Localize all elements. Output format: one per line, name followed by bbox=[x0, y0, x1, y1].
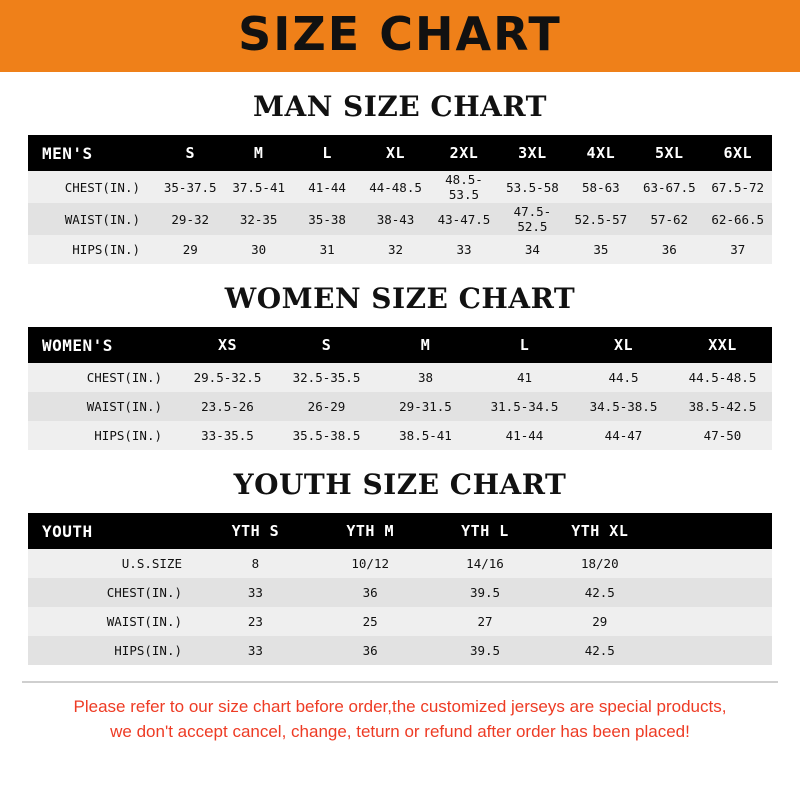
youth-cell-1-spacer bbox=[657, 578, 772, 607]
men-row-label-2: HIPS(IN.) bbox=[28, 235, 156, 264]
youth-row-label-3: HIPS(IN.) bbox=[28, 636, 198, 665]
men-table-head bbox=[28, 135, 772, 171]
men-lead-header: MEN'S bbox=[28, 135, 156, 171]
women-cell-0-2: 38 bbox=[376, 363, 475, 392]
youth-cell-2-0: 23 bbox=[198, 607, 313, 636]
table-row bbox=[28, 392, 772, 421]
youth-cell-0-1: 10/12 bbox=[313, 549, 428, 578]
youth-table-body bbox=[28, 549, 772, 665]
youth-cell-3-spacer bbox=[657, 636, 772, 665]
women-col-header-3: L bbox=[475, 327, 574, 363]
disclaimer-line-1: Please refer to our size chart before order,the customized jerseys are special products, bbox=[73, 697, 727, 716]
section-title-youth: YOUTH SIZE CHART bbox=[233, 468, 567, 501]
women-cell-2-3: 41-44 bbox=[475, 421, 574, 450]
men-cell-2-1: 30 bbox=[224, 235, 292, 264]
women-cell-0-5: 44.5-48.5 bbox=[673, 363, 772, 392]
youth-table-head bbox=[28, 513, 772, 549]
men-cell-2-5: 34 bbox=[498, 235, 566, 264]
men-cell-0-3: 44-48.5 bbox=[361, 171, 429, 203]
men-col-header-7: 5XL bbox=[635, 135, 703, 171]
youth-cell-1-3: 42.5 bbox=[542, 578, 657, 607]
men-col-header-1: M bbox=[224, 135, 292, 171]
table-row bbox=[28, 203, 772, 235]
men-cell-0-8: 67.5-72 bbox=[704, 171, 773, 203]
men-table-wrap bbox=[28, 135, 772, 264]
men-cell-0-0: 35-37.5 bbox=[156, 171, 224, 203]
table-row bbox=[28, 421, 772, 450]
men-table-body bbox=[28, 171, 772, 264]
youth-cell-3-1: 36 bbox=[313, 636, 428, 665]
men-cell-1-3: 38-43 bbox=[361, 203, 429, 235]
men-cell-1-2: 35-38 bbox=[293, 203, 361, 235]
women-cell-1-2: 29-31.5 bbox=[376, 392, 475, 421]
table-row bbox=[28, 171, 772, 203]
women-lead-header: WOMEN'S bbox=[28, 327, 178, 363]
table-row bbox=[28, 363, 772, 392]
youth-row-label-2: WAIST(IN.) bbox=[28, 607, 198, 636]
men-cell-2-4: 33 bbox=[430, 235, 498, 264]
men-col-header-5: 3XL bbox=[498, 135, 566, 171]
men-col-header-4: 2XL bbox=[430, 135, 498, 171]
youth-col-header-2: YTH L bbox=[428, 513, 543, 549]
men-row-label-1: WAIST(IN.) bbox=[28, 203, 156, 235]
women-cell-1-0: 23.5-26 bbox=[178, 392, 277, 421]
section-title-women: WOMEN SIZE CHART bbox=[224, 282, 576, 315]
disclaimer-note bbox=[22, 681, 778, 744]
women-col-header-0: XS bbox=[178, 327, 277, 363]
women-col-header-4: XL bbox=[574, 327, 673, 363]
women-cell-1-1: 26-29 bbox=[277, 392, 376, 421]
table-header-row bbox=[28, 327, 772, 363]
men-cell-1-8: 62-66.5 bbox=[704, 203, 773, 235]
women-col-header-5: XXL bbox=[673, 327, 772, 363]
men-col-header-8: 6XL bbox=[704, 135, 773, 171]
men-cell-0-5: 53.5-58 bbox=[498, 171, 566, 203]
men-size-table bbox=[28, 135, 772, 264]
men-cell-2-7: 36 bbox=[635, 235, 703, 264]
youth-cell-1-1: 36 bbox=[313, 578, 428, 607]
youth-col-header-3: YTH XL bbox=[542, 513, 657, 549]
men-cell-0-2: 41-44 bbox=[293, 171, 361, 203]
disclaimer-line-2: we don't accept cancel, change, teturn or refund after order has been placed! bbox=[110, 721, 690, 741]
women-cell-2-1: 35.5-38.5 bbox=[277, 421, 376, 450]
women-cell-1-5: 38.5-42.5 bbox=[673, 392, 772, 421]
table-header-row bbox=[28, 513, 772, 549]
table-row bbox=[28, 549, 772, 578]
men-row-label-0: CHEST(IN.) bbox=[28, 171, 156, 203]
women-cell-0-1: 32.5-35.5 bbox=[277, 363, 376, 392]
men-col-header-2: L bbox=[293, 135, 361, 171]
women-cell-0-3: 41 bbox=[475, 363, 574, 392]
women-cell-0-4: 44.5 bbox=[574, 363, 673, 392]
women-row-label-1: WAIST(IN.) bbox=[28, 392, 178, 421]
women-cell-2-5: 47-50 bbox=[673, 421, 772, 450]
table-row bbox=[28, 235, 772, 264]
table-header-row bbox=[28, 135, 772, 171]
women-cell-2-0: 33-35.5 bbox=[178, 421, 277, 450]
youth-cell-3-2: 39.5 bbox=[428, 636, 543, 665]
men-cell-2-2: 31 bbox=[293, 235, 361, 264]
men-col-header-3: XL bbox=[361, 135, 429, 171]
men-cell-0-4: 48.5-53.5 bbox=[430, 171, 498, 203]
youth-cell-2-spacer bbox=[657, 607, 772, 636]
women-row-label-0: CHEST(IN.) bbox=[28, 363, 178, 392]
women-col-header-2: M bbox=[376, 327, 475, 363]
youth-cell-2-3: 29 bbox=[542, 607, 657, 636]
youth-lead-header: YOUTH bbox=[28, 513, 198, 549]
men-cell-1-6: 52.5-57 bbox=[567, 203, 635, 235]
youth-cell-2-2: 27 bbox=[428, 607, 543, 636]
youth-cell-1-0: 33 bbox=[198, 578, 313, 607]
table-row bbox=[28, 578, 772, 607]
youth-col-header-1: YTH M bbox=[313, 513, 428, 549]
women-table-head bbox=[28, 327, 772, 363]
youth-table-wrap bbox=[28, 513, 772, 665]
youth-cell-3-3: 42.5 bbox=[542, 636, 657, 665]
page-banner bbox=[0, 0, 800, 72]
youth-cell-0-2: 14/16 bbox=[428, 549, 543, 578]
youth-row-label-1: CHEST(IN.) bbox=[28, 578, 198, 607]
men-col-header-0: S bbox=[156, 135, 224, 171]
men-cell-1-5: 47.5-52.5 bbox=[498, 203, 566, 235]
men-cell-2-8: 37 bbox=[704, 235, 773, 264]
women-row-label-2: HIPS(IN.) bbox=[28, 421, 178, 450]
women-cell-1-4: 34.5-38.5 bbox=[574, 392, 673, 421]
youth-row-label-0: U.S.SIZE bbox=[28, 549, 198, 578]
men-cell-1-7: 57-62 bbox=[635, 203, 703, 235]
table-row bbox=[28, 607, 772, 636]
youth-cell-0-spacer bbox=[657, 549, 772, 578]
page-title: SIZE CHART bbox=[238, 7, 562, 61]
men-cell-0-1: 37.5-41 bbox=[224, 171, 292, 203]
men-cell-2-3: 32 bbox=[361, 235, 429, 264]
men-cell-0-6: 58-63 bbox=[567, 171, 635, 203]
women-size-table bbox=[28, 327, 772, 450]
women-cell-0-0: 29.5-32.5 bbox=[178, 363, 277, 392]
youth-cell-0-3: 18/20 bbox=[542, 549, 657, 578]
youth-cell-2-1: 25 bbox=[313, 607, 428, 636]
women-col-header-1: S bbox=[277, 327, 376, 363]
men-cell-1-1: 32-35 bbox=[224, 203, 292, 235]
women-cell-1-3: 31.5-34.5 bbox=[475, 392, 574, 421]
men-cell-2-6: 35 bbox=[567, 235, 635, 264]
women-cell-2-4: 44-47 bbox=[574, 421, 673, 450]
men-cell-0-7: 63-67.5 bbox=[635, 171, 703, 203]
youth-col-header-0: YTH S bbox=[198, 513, 313, 549]
women-cell-2-2: 38.5-41 bbox=[376, 421, 475, 450]
table-row bbox=[28, 636, 772, 665]
men-col-header-6: 4XL bbox=[567, 135, 635, 171]
women-table-wrap bbox=[28, 327, 772, 450]
youth-cell-0-0: 8 bbox=[198, 549, 313, 578]
youth-col-header-spacer bbox=[657, 513, 772, 549]
women-table-body bbox=[28, 363, 772, 450]
youth-cell-3-0: 33 bbox=[198, 636, 313, 665]
youth-cell-1-2: 39.5 bbox=[428, 578, 543, 607]
men-cell-1-4: 43-47.5 bbox=[430, 203, 498, 235]
men-cell-2-0: 29 bbox=[156, 235, 224, 264]
men-cell-1-0: 29-32 bbox=[156, 203, 224, 235]
section-title-men: MAN SIZE CHART bbox=[253, 90, 547, 123]
youth-size-table bbox=[28, 513, 772, 665]
